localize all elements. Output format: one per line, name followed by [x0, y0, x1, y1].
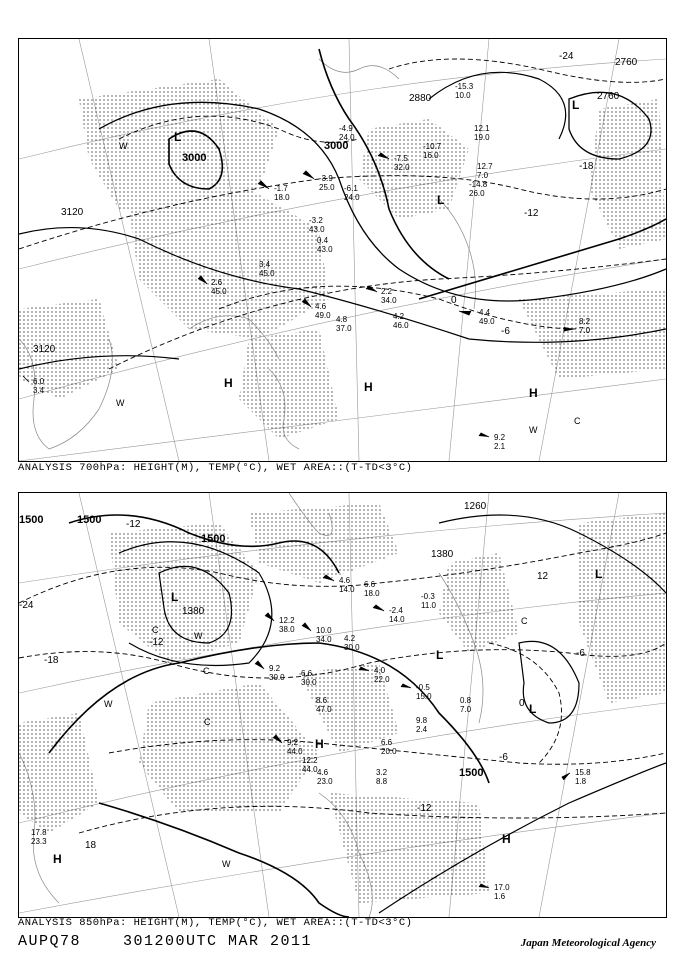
station-value: 45.0: [211, 287, 227, 296]
station-value: 11.0: [421, 601, 436, 610]
warm-mark: W: [119, 141, 128, 151]
warm-mark: W: [194, 631, 203, 641]
station-value: 38.0: [279, 625, 295, 634]
station-value: 10.0: [455, 91, 471, 100]
station-value: 2.1: [494, 442, 506, 451]
station-value: 8.2: [579, 317, 591, 326]
station-value: 12.1: [474, 124, 490, 133]
high-center: H: [502, 832, 511, 846]
station-value: 19.0: [474, 133, 490, 142]
contour-label: 1500: [459, 767, 484, 779]
station-value: 12.7: [477, 162, 493, 171]
contour-label: 0: [451, 295, 457, 306]
station-value: 49.0: [479, 317, 495, 326]
warm-mark: W: [104, 699, 113, 709]
low-center: L: [572, 98, 580, 112]
station-value: 49.0: [315, 311, 331, 320]
station-value: 9.8: [416, 716, 428, 725]
low-center: L: [174, 130, 182, 144]
warm-mark: W: [529, 425, 538, 435]
map-850hpa: [18, 492, 667, 918]
station-value: 34.0: [316, 635, 332, 644]
station-value: 20.0: [381, 747, 397, 756]
station-value: 46.0: [393, 321, 409, 330]
station-value: 4.6: [339, 576, 351, 585]
station-value: 24.0: [339, 133, 355, 142]
high-center: H: [224, 376, 233, 390]
station-value: 26.0: [469, 189, 485, 198]
station-value: 12.2: [302, 756, 318, 765]
cold-mark: C: [521, 616, 528, 626]
station-value: -2.4: [389, 606, 403, 615]
station-value: 8.8: [376, 777, 388, 786]
contour-label: -6: [499, 752, 508, 763]
high-center: H: [53, 852, 62, 866]
contour-label: 3000: [182, 152, 207, 164]
high-center: H: [315, 737, 324, 751]
station-value: 4.6: [317, 768, 329, 777]
station-value: 0.4: [317, 236, 329, 245]
station-value: -14.8: [469, 180, 488, 189]
contour-label: 1500: [77, 514, 102, 526]
station-value: 17.8: [31, 828, 47, 837]
station-value: 18.0: [364, 589, 380, 598]
station-value: -7.5: [394, 154, 408, 163]
station-value: -3.9: [319, 174, 333, 183]
station-value: 4.6: [315, 302, 327, 311]
station-value: 10.0: [316, 626, 332, 635]
station-value: 6.0: [33, 377, 45, 386]
chart-identifier: [18, 933, 312, 950]
contour-label: -18: [579, 161, 594, 172]
cold-mark: C: [203, 666, 210, 676]
station-value: 3.4: [259, 260, 271, 269]
station-value: 22.0: [374, 675, 390, 684]
contour-label: 3120: [33, 344, 56, 355]
station-value: 44.0: [287, 747, 303, 756]
contour-label: 3120: [61, 207, 84, 218]
station-value: -15.3: [455, 82, 474, 91]
station-value: 4.0: [374, 666, 386, 675]
caption-700hpa: ANALYSIS 700hPa: HEIGHT(M), TEMP(°C), WET AREA::(T-TD<3°C): [18, 462, 413, 474]
station-value: 32.0: [394, 163, 410, 172]
station-value: 9.2: [494, 433, 506, 442]
station-value: -1.7: [274, 184, 288, 193]
map-700hpa: [18, 38, 667, 462]
station-value: 30.0: [344, 643, 360, 652]
station-value: 15.0: [416, 692, 432, 701]
contour-label: 0: [519, 698, 525, 709]
station-value: 37.0: [336, 324, 352, 333]
station-value: 43.0: [309, 225, 325, 234]
station-value: 12.2: [279, 616, 295, 625]
station-value: -10.7: [423, 142, 442, 151]
station-value: 43.0: [317, 245, 333, 254]
contour-label: -12: [417, 803, 432, 814]
station-value: 18.0: [274, 193, 290, 202]
cold-mark: C: [152, 625, 159, 635]
cold-mark: C: [204, 717, 211, 727]
chart-datetime: 301200UTC MAR 2011: [123, 933, 313, 950]
low-center: L: [529, 702, 537, 716]
station-value: 24.0: [344, 193, 360, 202]
station-value: 9.2: [269, 664, 281, 673]
station-value: 4.2: [344, 634, 356, 643]
low-center: L: [595, 567, 603, 581]
station-value: 6.6: [301, 669, 313, 678]
station-value: -0.3: [421, 592, 435, 601]
caption-850hpa: ANALYSIS 850hPa: HEIGHT(M), TEMP(°C), WET AREA::(T-TD<3°C): [18, 917, 413, 929]
contour-label: -12: [149, 637, 164, 648]
station-value: 1.6: [494, 892, 506, 901]
contour-label: 2880: [409, 93, 432, 104]
station-value: 7.0: [579, 326, 591, 335]
high-center: H: [529, 386, 538, 400]
station-value: 2.2: [381, 287, 393, 296]
contour-label: 3000: [324, 140, 349, 152]
station-value: 9.2: [287, 738, 299, 747]
station-value: 23.3: [31, 837, 47, 846]
station-value: 30.0: [301, 678, 317, 687]
station-value: -0.5: [416, 683, 430, 692]
station-value: 23.0: [317, 777, 333, 786]
station-value: 7.0: [477, 171, 489, 180]
map-700hpa-canvas: [19, 39, 666, 461]
contour-label: 1500: [201, 533, 226, 545]
station-value: 2.6: [211, 278, 223, 287]
station-value: 25.0: [319, 183, 335, 192]
station-value: 30.0: [269, 673, 285, 682]
station-value: 7.0: [460, 705, 472, 714]
station-value: -4.9: [339, 124, 353, 133]
station-value: 3.4: [33, 386, 45, 395]
station-value: 14.0: [339, 585, 355, 594]
station-value: 4.4: [479, 308, 491, 317]
contour-label: -12: [126, 519, 141, 530]
contour-label: -24: [19, 600, 34, 611]
contour-label: 1380: [182, 606, 205, 617]
contour-label: 12: [537, 571, 549, 582]
station-value: 15.8: [575, 768, 591, 777]
low-center: L: [171, 590, 179, 604]
station-value: 4.8: [336, 315, 348, 324]
station-value: 47.0: [316, 705, 332, 714]
station-value: 8.6: [316, 696, 328, 705]
station-value: 45.0: [259, 269, 275, 278]
warm-mark: W: [116, 398, 125, 408]
contour-label: -6: [501, 326, 510, 337]
agency-name: Japan Meteorological Agency: [520, 937, 656, 949]
station-value: 4.2: [393, 312, 405, 321]
chart-code: AUPQ78: [18, 933, 82, 950]
station-value: 6.6: [364, 580, 376, 589]
station-value: -3.2: [309, 216, 323, 225]
contour-label: 1500: [19, 514, 44, 526]
station-value: 34.0: [381, 296, 397, 305]
contour-label: -24: [559, 51, 574, 62]
warm-mark: W: [222, 859, 231, 869]
station-value: 3.2: [376, 768, 388, 777]
station-value: 1.8: [575, 777, 587, 786]
wet-areas: [19, 503, 666, 903]
low-center: L: [437, 193, 445, 207]
map-850hpa-canvas: [19, 493, 666, 917]
contour-label: 1380: [431, 549, 454, 560]
contour-label: 1260: [464, 501, 487, 512]
contour-label: -12: [524, 208, 539, 219]
high-center: H: [364, 380, 373, 394]
contour-label: -18: [44, 655, 59, 666]
station-value: 44.0: [302, 765, 318, 774]
station-value: 17.0: [494, 883, 510, 892]
station-value: -6.1: [344, 184, 358, 193]
station-value: 16.0: [423, 151, 439, 160]
contour-label: 18: [85, 840, 97, 851]
cold-mark: C: [574, 416, 581, 426]
low-center: L: [436, 648, 444, 662]
contour-label: 2760: [615, 57, 638, 68]
station-value: 0.8: [460, 696, 472, 705]
station-value: 14.0: [389, 615, 405, 624]
station-value: 6.6: [381, 738, 393, 747]
contour-label: 2760: [597, 91, 620, 102]
contour-label: -6: [576, 648, 585, 659]
station-value: 2.4: [416, 725, 428, 734]
